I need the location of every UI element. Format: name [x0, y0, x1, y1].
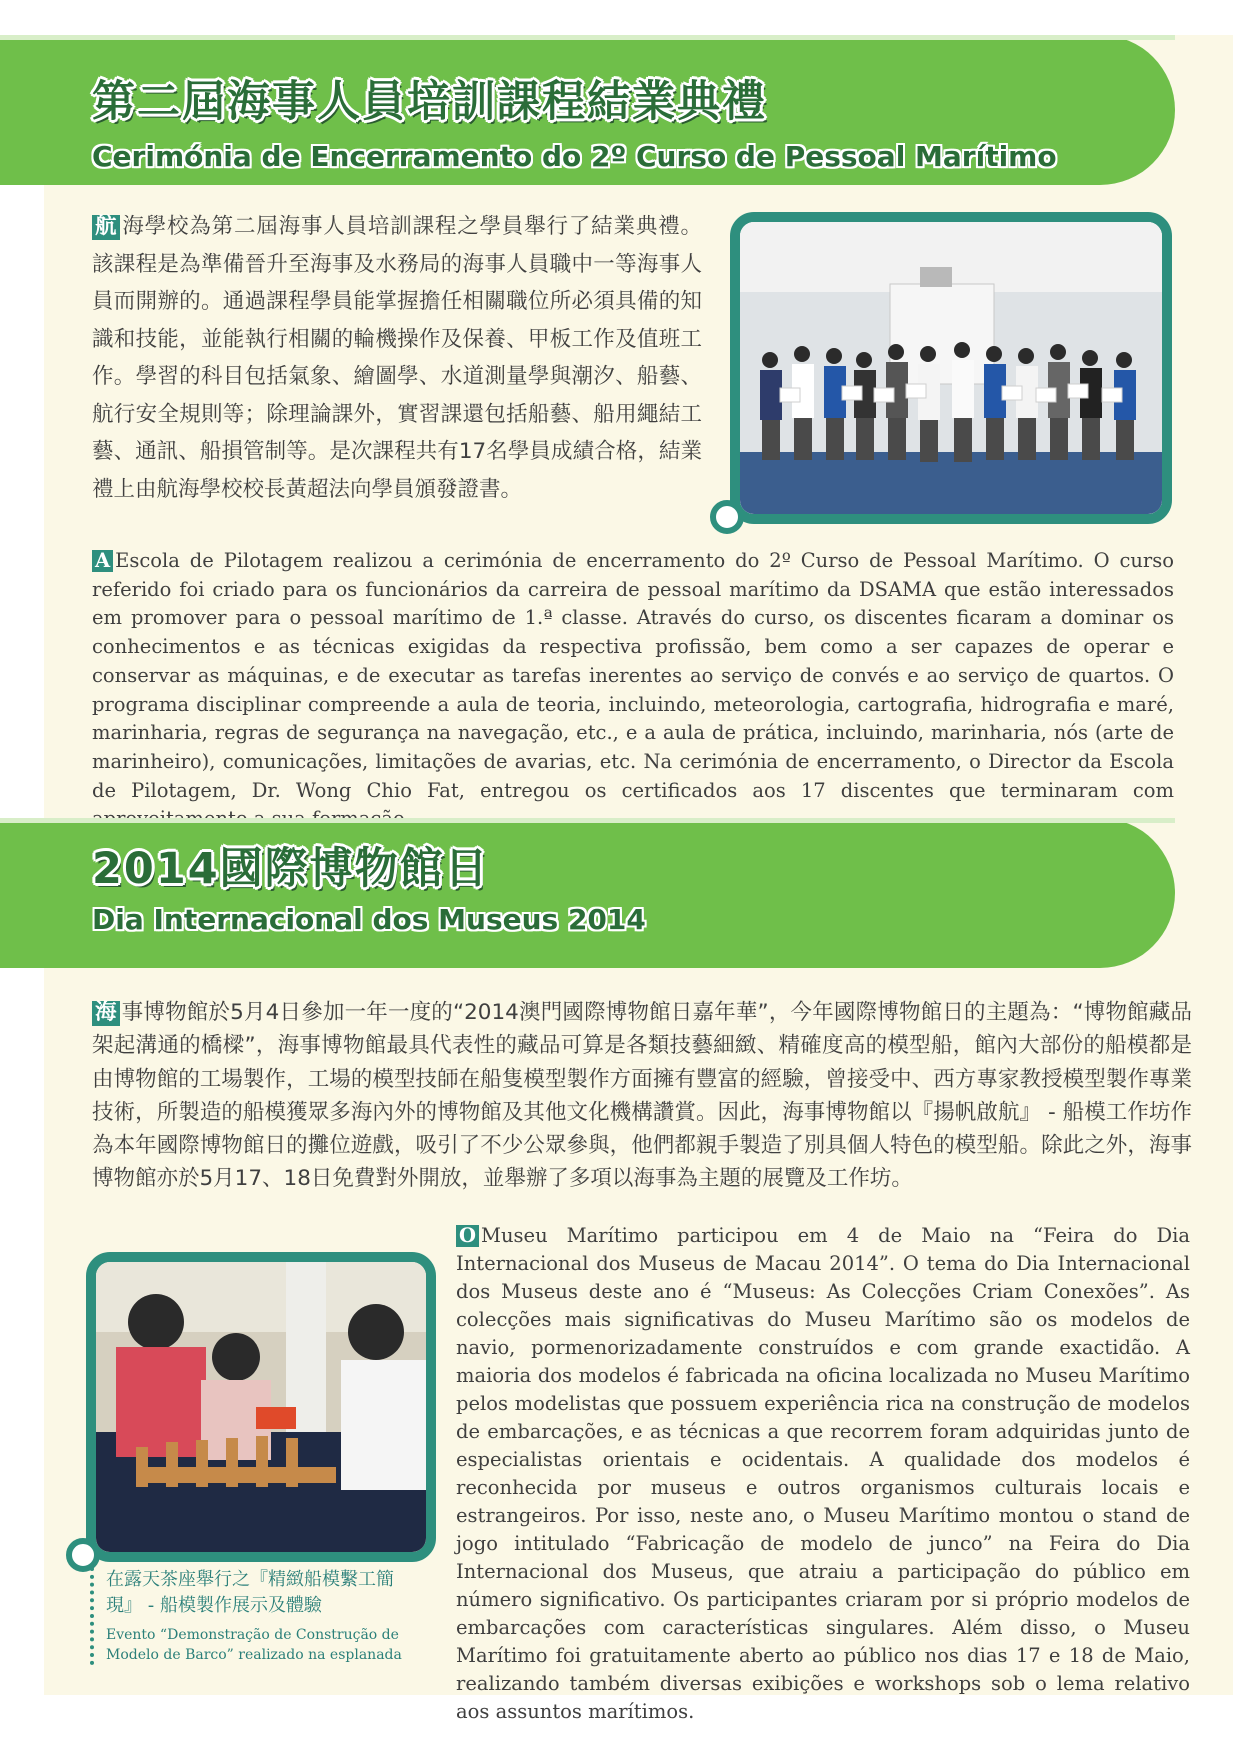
section1-title-pt: Cerimónia de Encerramento do 2º Curso de Pessoal Marítimo	[92, 140, 1057, 173]
dropcap-zh-2: 海	[92, 1001, 120, 1026]
graduation-group-photo	[730, 212, 1172, 524]
section1-title-zh: 第二屆海事人員培訓課程結業典禮	[92, 77, 767, 127]
graduation-photo-illustration	[740, 222, 1162, 514]
workshop-photo-illustration	[96, 1262, 426, 1552]
section2-body-pt: O Museu Marítimo participou em 4 de Maio na “Feira do Dia Internacional dos Museus de Macau 2014”. O tema do Dia Internacional dos Museus deste ano é “Museus: As Colecções Criam Conexões”. As colecções mais significativas do Museu Marítimo são os modelos de navio, pormenorizadamente construídos e com grande exactidão. A maioria dos modelos é fabricada na oficina localizada no Museu Marítimo pelos modelistas que possuem experiência rica na construção de modelos de embarcações, e as técnicas a que recorrem foram adquiridas junto de especialistas orientais e ocidentais. A qualidade dos modelos é reconhecida por museus e outros organismos culturais locais e estrangeiros. Por isso, neste ano, o Museu Marítimo montou o stand de jogo intitulado “Fabricação de modelo de junco” na Feira do Dia Internacional dos Museus, que atraiu a participação do público em número significativo. Os participantes criaram por si próprio modelos de embarcações com características singulares. Além disso, o Museu Marítimo foi gratuitamente aberto ao público nos dias 17 e 18 de Maio, realizando também diversas exibições e workshops sob o lema relativo aos assuntos marítimos.	[456, 1224, 1190, 1723]
workshop-photo	[86, 1252, 436, 1562]
dropcap-zh: 航	[92, 215, 120, 240]
section2-body-zh: 海 事博物館於5月4日參加一年一度的“2014澳門國際博物館日嘉年華”，今年國際博物館日的主題為：“博物館藏品架起溝通的橋樑”，海事博物館最具代表性的藏品可算是各類技藝細緻、精確度高的模型船，館內大部份的船模都是由博物館的工場製作，工場的模型技師在船隻模型製作方面擁有豐富的經驗，曾接受中、西方專家教授模型製作專業技術，所製造的船模獲眾多海內外的博物館及其他文化機構讚賞。因此，海事博物館以『揚帆啟航』 - 船模工作坊作為本年國際博物館日的攤位遊戲，吸引了不少公眾參與，他們都親手製造了別具個人特色的模型船。除此之外，海事博物館亦於5月17、18日免費對外開放，並舉辦了多項以海事為主題的展覽及工作坊。	[92, 1000, 1192, 1192]
section1-body-pt: A Escola de Pilotagem realizou a cerimónia de encerramento do 2º Curso de Pessoal Marítimo. O curso referido foi criado para os funcionários da carreira de pessoal marítimo da DSAMA que estão interessados em promover para o pessoal marítimo de 1.ª classe. Através do curso, os discentes ficaram a dominar os conhecimentos e as técnicas exigidas da respectiva profissão, bem como a ser capazes de operar e conservar as máquinas, e de executar as tarefas inerentes ao serviço de convés e ao serviço de quartos. O programa disciplinar compreende a aula de teoria, incluindo, meteorologia, cartografia, hidrografia e maré, marinharia, regras de segurança na navegação, etc., e a aula de prática, incluindo, marinharia, nós (arte de marinheiro), comunicações, limitações de avarias, etc. Na cerimónia de encerramento, o Director da Escola de Pilotagem, Dr. Wong Chio Fat, entregou os certificados aos 17 discentes que terminaram com	[92, 549, 1174, 802]
section1-body-zh: 航 海學校為第二屆海事人員培訓課程之學員舉行了結業典禮。該課程是為準備晉升至海事及水務局的海事人員職中一等海事人員而開辦的。通過課程學員能掌握擔任相關職位所必須具備的知識和技能，並能執行相關的輪機操作及保養、甲板工作及值班工作。學習的科目包括氣象、繪圖學、水道測量學與潮汐、船藝、航行安全規則等；除理論課外，實習課還包括船藝、船用繩結工藝、通訊、船損管制等。是次課程共有17名學員成績合格，結業禮上由航海學校校長黃超法向學員頒發證書。	[92, 214, 702, 502]
photo-corner-dot	[710, 500, 744, 534]
photo-caption	[90, 1567, 426, 1665]
dropcap-pt-2: O	[456, 1225, 479, 1247]
dropcap-pt: A	[92, 550, 113, 572]
caption-zh: 在露天茶座舉行之『精緻船模繫工簡現』 - 船模製作展示及體驗	[106, 1569, 394, 1616]
section2-title-pt: Dia Internacional dos Museus 2014	[92, 903, 646, 936]
section2-title-zh: 2014國際博物館日	[92, 844, 490, 894]
caption-pt: Evento “Demonstração de Construção de Modelo de Barco” realizado na esplanada	[106, 1627, 402, 1663]
